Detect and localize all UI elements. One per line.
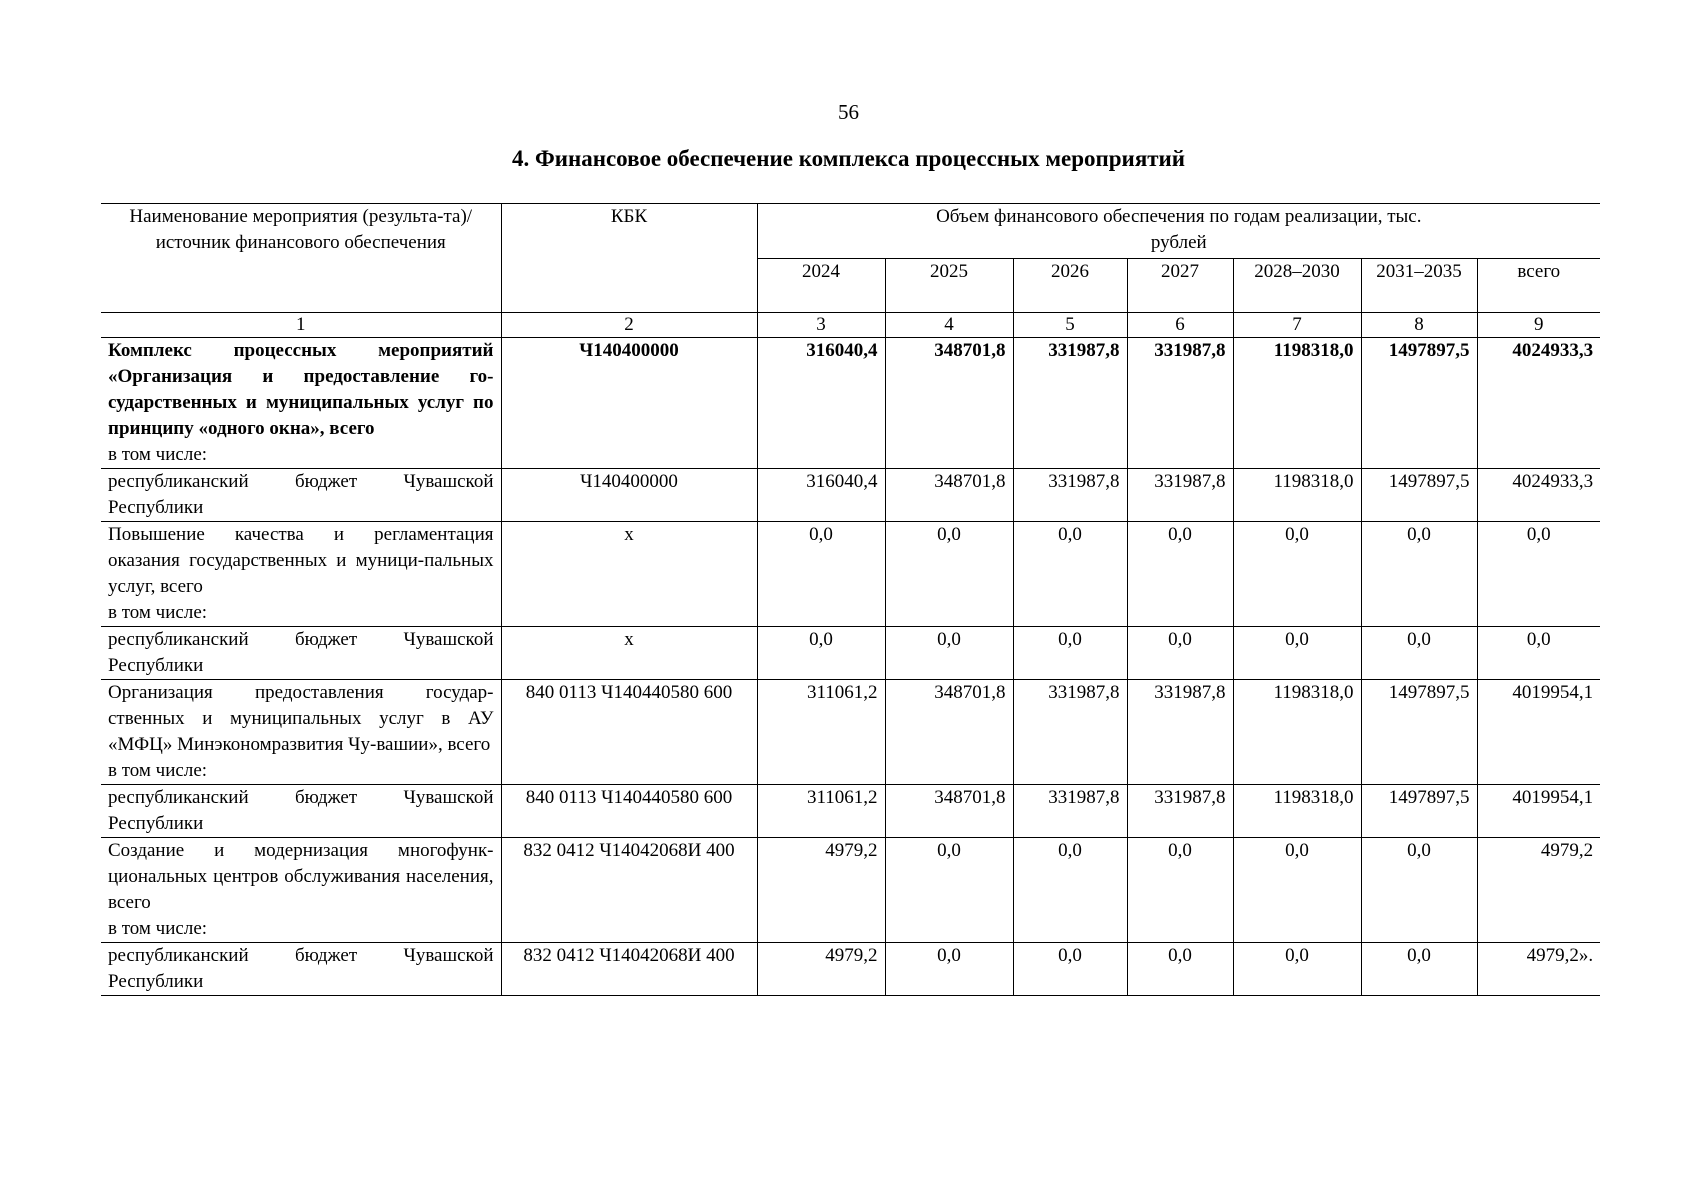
row-value: 331987,8 [1013, 785, 1127, 838]
row-name: республиканский бюджет Чувашской Республики [108, 471, 494, 518]
row-kbk: Ч140400000 [501, 338, 757, 469]
row-value: 0,0 [885, 627, 1013, 680]
row-value: 4024933,3 [1477, 338, 1600, 469]
financing-table [101, 203, 1600, 996]
row-value: 0,0 [1233, 627, 1361, 680]
row-value: 0,0 [1233, 838, 1361, 943]
row-value: 4979,2 [757, 943, 885, 996]
row-value: 316040,4 [757, 338, 885, 469]
row-value: 0,0 [1127, 522, 1233, 627]
row-name-cell [101, 522, 501, 627]
row-name-cell [101, 943, 501, 996]
row-including-label: в том числе: [108, 444, 208, 465]
row-name: республиканский бюджет Чувашской Республики [108, 629, 494, 676]
column-numbers-row [101, 313, 1600, 338]
table-row [101, 522, 1600, 627]
table-row [101, 943, 1600, 996]
row-value: 0,0 [1127, 943, 1233, 996]
row-value: 4979,2». [1477, 943, 1600, 996]
section-title: 4. Финансовое обеспечение комплекса процессных мероприятий [511, 146, 1186, 171]
header-year: 2028–2030 [1233, 258, 1361, 313]
row-value: 1497897,5 [1361, 469, 1477, 522]
row-including-label: в том числе: [108, 602, 208, 623]
row-value: 311061,2 [757, 680, 885, 785]
row-value: 0,0 [885, 943, 1013, 996]
row-value: 348701,8 [885, 785, 1013, 838]
column-number: 3 [757, 313, 885, 338]
row-value: 331987,8 [1013, 469, 1127, 522]
row-value: 331987,8 [1127, 469, 1233, 522]
header-volume: Объем финансового обеспечения по годам реализации, тыс. рублей [757, 204, 1600, 259]
row-value: 0,0 [757, 522, 885, 627]
table-row [101, 338, 1600, 469]
header-year: 2025 [885, 258, 1013, 313]
row-value: 348701,8 [885, 469, 1013, 522]
row-name: Комплекс процессных мероприятий «Организация и предоставление го-сударственных и муниципальных услуг по принципу «одного окна», всего [108, 340, 494, 439]
row-value: 0,0 [885, 838, 1013, 943]
row-name: республиканский бюджет Чувашской Республики [108, 945, 494, 992]
row-kbk: 840 0113 Ч140440580 600 [501, 785, 757, 838]
row-name: Организация предоставления государ-ственных и муниципальных услуг в АУ «МФЦ» Минэкономразвития Чу-вашии», всего [108, 682, 494, 755]
row-value: 331987,8 [1013, 680, 1127, 785]
table-row [101, 680, 1600, 785]
row-name: республиканский бюджет Чувашской Республики [108, 787, 494, 834]
table-row [101, 838, 1600, 943]
row-value: 0,0 [1233, 943, 1361, 996]
row-value: 311061,2 [757, 785, 885, 838]
row-kbk: х [501, 522, 757, 627]
column-number: 7 [1233, 313, 1361, 338]
row-kbk: 832 0412 Ч14042068И 400 [501, 943, 757, 996]
row-value: 0,0 [1013, 943, 1127, 996]
row-value: 1198318,0 [1233, 785, 1361, 838]
column-number: 9 [1477, 313, 1600, 338]
row-value: 4979,2 [757, 838, 885, 943]
row-value: 0,0 [1361, 838, 1477, 943]
row-value: 0,0 [1361, 943, 1477, 996]
header-year: 2024 [757, 258, 885, 313]
column-number: 2 [501, 313, 757, 338]
row-value: 0,0 [1361, 627, 1477, 680]
row-name-cell [101, 785, 501, 838]
table-row [101, 785, 1600, 838]
row-value: 331987,8 [1127, 680, 1233, 785]
row-kbk: 832 0412 Ч14042068И 400 [501, 838, 757, 943]
row-value: 0,0 [1013, 838, 1127, 943]
row-value: 0,0 [1127, 627, 1233, 680]
row-value: 1497897,5 [1361, 785, 1477, 838]
row-value: 331987,8 [1127, 785, 1233, 838]
row-value: 348701,8 [885, 338, 1013, 469]
header-row [101, 204, 1600, 259]
row-including-label: в том числе: [108, 760, 208, 781]
header-year: 2027 [1127, 258, 1233, 313]
row-value: 4019954,1 [1477, 785, 1600, 838]
row-value: 0,0 [1477, 627, 1600, 680]
header-year: всего [1477, 258, 1600, 313]
row-value: 4024933,3 [1477, 469, 1600, 522]
row-kbk: х [501, 627, 757, 680]
column-number: 6 [1127, 313, 1233, 338]
table-body [101, 338, 1600, 996]
row-value: 331987,8 [1013, 338, 1127, 469]
table-row [101, 627, 1600, 680]
header-year: 2026 [1013, 258, 1127, 313]
row-value: 1198318,0 [1233, 338, 1361, 469]
row-value: 1198318,0 [1233, 680, 1361, 785]
row-value: 4019954,1 [1477, 680, 1600, 785]
column-number: 4 [885, 313, 1013, 338]
row-name-cell [101, 627, 501, 680]
row-name-cell [101, 469, 501, 522]
row-value: 1497897,5 [1361, 338, 1477, 469]
row-value: 0,0 [1233, 522, 1361, 627]
page-number: 56 [838, 100, 859, 124]
row-value: 0,0 [1361, 522, 1477, 627]
row-value: 348701,8 [885, 680, 1013, 785]
row-name-cell [101, 338, 501, 469]
row-name: Создание и модернизация многофунк-циональных центров обслуживания населения, всего [108, 840, 494, 913]
row-value: 1497897,5 [1361, 680, 1477, 785]
row-value: 4979,2 [1477, 838, 1600, 943]
row-including-label: в том числе: [108, 918, 208, 939]
row-name-cell [101, 680, 501, 785]
column-number: 5 [1013, 313, 1127, 338]
row-value: 0,0 [885, 522, 1013, 627]
table-row [101, 469, 1600, 522]
row-name: Повышение качества и регламентация оказания государственных и муници-пальных услуг, всего [108, 524, 494, 597]
column-number: 8 [1361, 313, 1477, 338]
row-value: 0,0 [757, 627, 885, 680]
row-value: 0,0 [1127, 838, 1233, 943]
row-value: 331987,8 [1127, 338, 1233, 469]
row-kbk: 840 0113 Ч140440580 600 [501, 680, 757, 785]
row-value: 316040,4 [757, 469, 885, 522]
header-year: 2031–2035 [1361, 258, 1477, 313]
header-kbk: КБК [501, 204, 757, 313]
row-value: 0,0 [1477, 522, 1600, 627]
row-value: 1198318,0 [1233, 469, 1361, 522]
header-name: Наименование мероприятия (результа-та)/источник финансового обеспечения [101, 204, 501, 313]
column-number: 1 [101, 313, 501, 338]
row-value: 0,0 [1013, 522, 1127, 627]
row-kbk: Ч140400000 [501, 469, 757, 522]
row-value: 0,0 [1013, 627, 1127, 680]
row-name-cell [101, 838, 501, 943]
